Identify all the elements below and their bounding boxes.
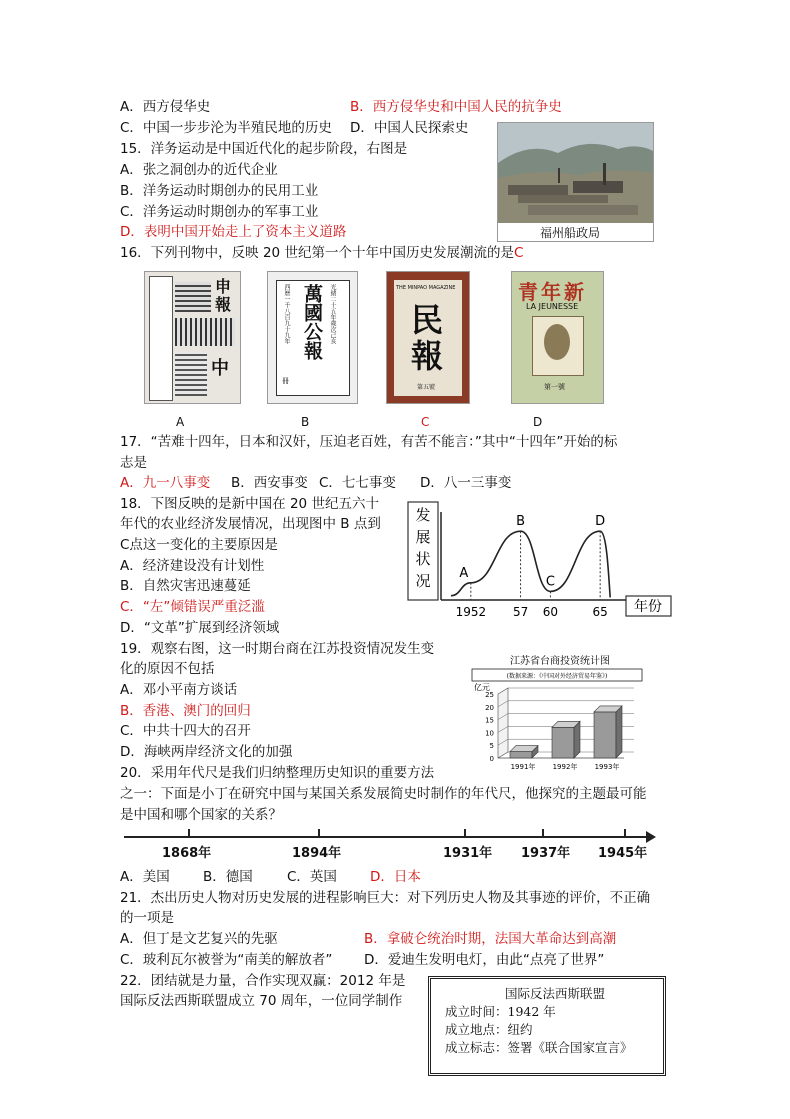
y-tick-10: 10 bbox=[485, 729, 494, 738]
point-label-D: D bbox=[595, 514, 606, 530]
magazine-c-image bbox=[386, 271, 470, 404]
bar-1992年 bbox=[552, 727, 574, 758]
q19-option-d: D．海峡两岸经济文化的加强 bbox=[120, 744, 293, 760]
bar-1991年 bbox=[510, 752, 532, 758]
q21-option-d: D．爱迪生发明电灯，由此“点亮了世界” bbox=[364, 952, 605, 968]
q18-option-c: C．“左”倾错误严重泛滥 bbox=[120, 599, 265, 615]
magazine-a-image bbox=[144, 271, 241, 404]
y-axis-unit: 亿元 bbox=[474, 683, 490, 692]
q15-option-d: D．表明中国开始走上了资本主义道路 bbox=[120, 224, 347, 240]
card-title: 国际反法西斯联盟 bbox=[505, 986, 606, 1001]
magazine-b-header2: 西歷一千八百九十九年 bbox=[283, 284, 290, 344]
x-axis-label: 年份 bbox=[634, 599, 662, 615]
magazine-d-sub: LA JEUNESSE bbox=[526, 302, 579, 311]
magazine-a-side: 中 bbox=[211, 358, 229, 379]
timeline-1931: 1931年 bbox=[443, 846, 493, 861]
agriculture-line-chart bbox=[405, 500, 675, 625]
q18-option-b: B．自然灾害迅速蔓延 bbox=[120, 578, 251, 594]
side-wall bbox=[498, 688, 508, 758]
q17-stem-2: 志是 bbox=[120, 455, 147, 471]
magazine-d-title: 青年新 bbox=[518, 280, 587, 304]
q19-stem-2: 化的原因不包括 bbox=[120, 661, 215, 677]
x-tick-57: 57 bbox=[512, 605, 529, 619]
q18-stem-2: 年代的农业经济发展情况，出现图中 B 点到 bbox=[120, 516, 381, 532]
magazine-a-title: 申 報 bbox=[215, 277, 232, 314]
point-label-C: C bbox=[545, 574, 555, 590]
q20-option-d: D．日本 bbox=[370, 869, 421, 885]
label-c: C bbox=[421, 415, 430, 429]
q15-option-a: A．张之洞创办的近代企业 bbox=[120, 162, 278, 178]
q18-option-a: A．经济建设没有计划性 bbox=[120, 558, 265, 574]
q21-stem-1: 21．杰出历史人物对历史发展的进程影响巨大：对下列历史人物及其事迹的评价，不正确 bbox=[120, 890, 651, 906]
q16-answer: C bbox=[513, 245, 524, 261]
card-place: 成立地点：纽约 bbox=[445, 1022, 533, 1037]
x-tick-1952: 1952 bbox=[455, 605, 487, 619]
magazine-d-footer: 第一號 bbox=[544, 383, 565, 391]
q17-stem-1: 17．“苦难十四年，日本和汉奸，压迫老百姓，有苦不能言：”其中“十四年”开始的标 bbox=[120, 434, 618, 450]
q17-option-a: A．九一八事变 bbox=[120, 475, 211, 491]
q16-stem: 16．下列刊物中，反映 20 世纪第一个十年中国历史发展潮流的是C bbox=[120, 245, 524, 261]
q14-option-d: D．中国人民探索史 bbox=[350, 120, 469, 136]
x-tick-1991年: 1991年 bbox=[510, 763, 536, 771]
y-tick-25: 25 bbox=[485, 691, 494, 699]
magazine-b-sub: 冊 bbox=[282, 377, 289, 385]
x-tick-1992年: 1992年 bbox=[552, 763, 578, 771]
timeline-1945: 1945年 bbox=[598, 846, 648, 861]
label-b: B bbox=[301, 415, 310, 429]
q21-option-a: A．但丁是文艺复兴的先驱 bbox=[120, 931, 278, 947]
q19-stem-1: 19．观察右图，这一时期台商在江苏投资情况发生变 bbox=[120, 641, 435, 657]
label-a: A bbox=[176, 415, 185, 429]
magazine-c-sub: 第五號 bbox=[417, 384, 436, 391]
q18-stem-3: C点这一变化的主要原因是 bbox=[120, 537, 278, 553]
x-tick-65: 65 bbox=[592, 605, 608, 619]
q15-option-c: C．洋务运动时期创办的军事工业 bbox=[120, 204, 319, 220]
y-tick-5: 5 bbox=[489, 742, 494, 751]
q20-option-c: C．英国 bbox=[287, 869, 337, 885]
q17-option-b: B．西安事变 bbox=[231, 475, 308, 491]
timeline-1868: 1868年 bbox=[162, 846, 212, 861]
magazine-c-title: 民 報 bbox=[411, 301, 444, 375]
q14-option-a: A．西方侵华史 bbox=[120, 99, 211, 115]
q22-stem-2: 国际反法西斯联盟成立 70 周年，一位同学制作 bbox=[120, 993, 403, 1009]
q18-stem-1: 18．下图反映的是新中国在 20 世纪五六十 bbox=[120, 496, 379, 512]
q14-option-b: B．西方侵华史和中国人民的抗争史 bbox=[350, 99, 562, 115]
chart-title: 江苏省台商投资统计图 bbox=[510, 656, 610, 667]
chart-subtitle: (数据来源：《中国对外经济贸易年鉴》) bbox=[506, 673, 608, 680]
y-axis-label: 发展状况 bbox=[415, 506, 431, 590]
q18-option-d: D．“文革”扩展到经济领域 bbox=[120, 620, 280, 636]
q20-stem-3: 是中国和哪个国家的关系？ bbox=[120, 807, 282, 823]
q15-option-b: B．洋务运动时期创办的民用工业 bbox=[120, 183, 319, 199]
point-label-B: B bbox=[516, 514, 526, 530]
x-tick-1993年: 1993年 bbox=[594, 763, 620, 771]
timeline-1937: 1937年 bbox=[521, 846, 571, 861]
q20-stem-2: 之一：下面是小丁在研究中国与某国关系发展简史时制作的年代尺，他探究的主题最可能 bbox=[120, 786, 647, 802]
magazine-b-header: 光緒二十五年歲次己亥 bbox=[329, 284, 336, 344]
q20-stem-1: 20．采用年代尺是我们归纳整理历史知识的重要方法 bbox=[120, 765, 435, 781]
q19-option-b: B．香港、澳门的回归 bbox=[120, 703, 251, 719]
point-label-A: A bbox=[459, 565, 469, 581]
q20-option-b: B．德国 bbox=[203, 869, 253, 885]
magazine-b-title: 萬國公報 bbox=[301, 284, 323, 360]
timeline-1894: 1894年 bbox=[292, 846, 342, 861]
photo-caption: 福州船政局 bbox=[540, 226, 601, 240]
card-sign: 成立标志：签署《联合国家宣言》 bbox=[445, 1040, 633, 1055]
y-tick-0: 0 bbox=[489, 755, 494, 763]
q17-option-c: C．七七事变 bbox=[319, 475, 396, 491]
q21-option-b: B．拿破仑统治时期，法国大革命达到高潮 bbox=[364, 931, 617, 947]
magazine-b-image bbox=[267, 271, 358, 404]
q20-option-a: A．美国 bbox=[120, 869, 170, 885]
bar-side-1993年 bbox=[616, 706, 622, 758]
y-tick-20: 20 bbox=[485, 703, 494, 712]
q21-option-c: C．玻利瓦尔被誉为“南美的解放者” bbox=[120, 952, 333, 968]
q19-option-c: C．中共十四大的召开 bbox=[120, 723, 251, 739]
q14-option-c: C．中国一步步沦为半殖民地的历史 bbox=[120, 120, 332, 136]
magazine-d-image bbox=[511, 271, 604, 404]
q15-stem: 15．洋务运动是中国近代化的起步阶段，右图是 bbox=[120, 141, 408, 157]
q22-stem-1: 22．团结就是力量，合作实现双赢：2012 年是 bbox=[120, 973, 406, 989]
magazine-c-header: THE MINPAO MAGAZINE bbox=[396, 285, 456, 291]
card-time: 成立时间：1942 年 bbox=[445, 1004, 556, 1019]
taiwan-investment-bar-chart bbox=[456, 648, 656, 772]
label-d: D bbox=[533, 415, 543, 429]
x-tick-60: 60 bbox=[542, 605, 559, 619]
fuzhou-shipyard-photo bbox=[497, 122, 654, 242]
q21-stem-2: 的一项是 bbox=[120, 910, 174, 926]
bar-1993年 bbox=[594, 712, 616, 758]
y-tick-15: 15 bbox=[485, 716, 494, 725]
q17-option-d: D．八一三事变 bbox=[420, 475, 512, 491]
q19-option-a: A．邓小平南方谈话 bbox=[120, 682, 238, 698]
gridline-25 bbox=[498, 688, 634, 694]
series-line bbox=[451, 531, 610, 597]
alliance-info-card bbox=[428, 976, 666, 1076]
